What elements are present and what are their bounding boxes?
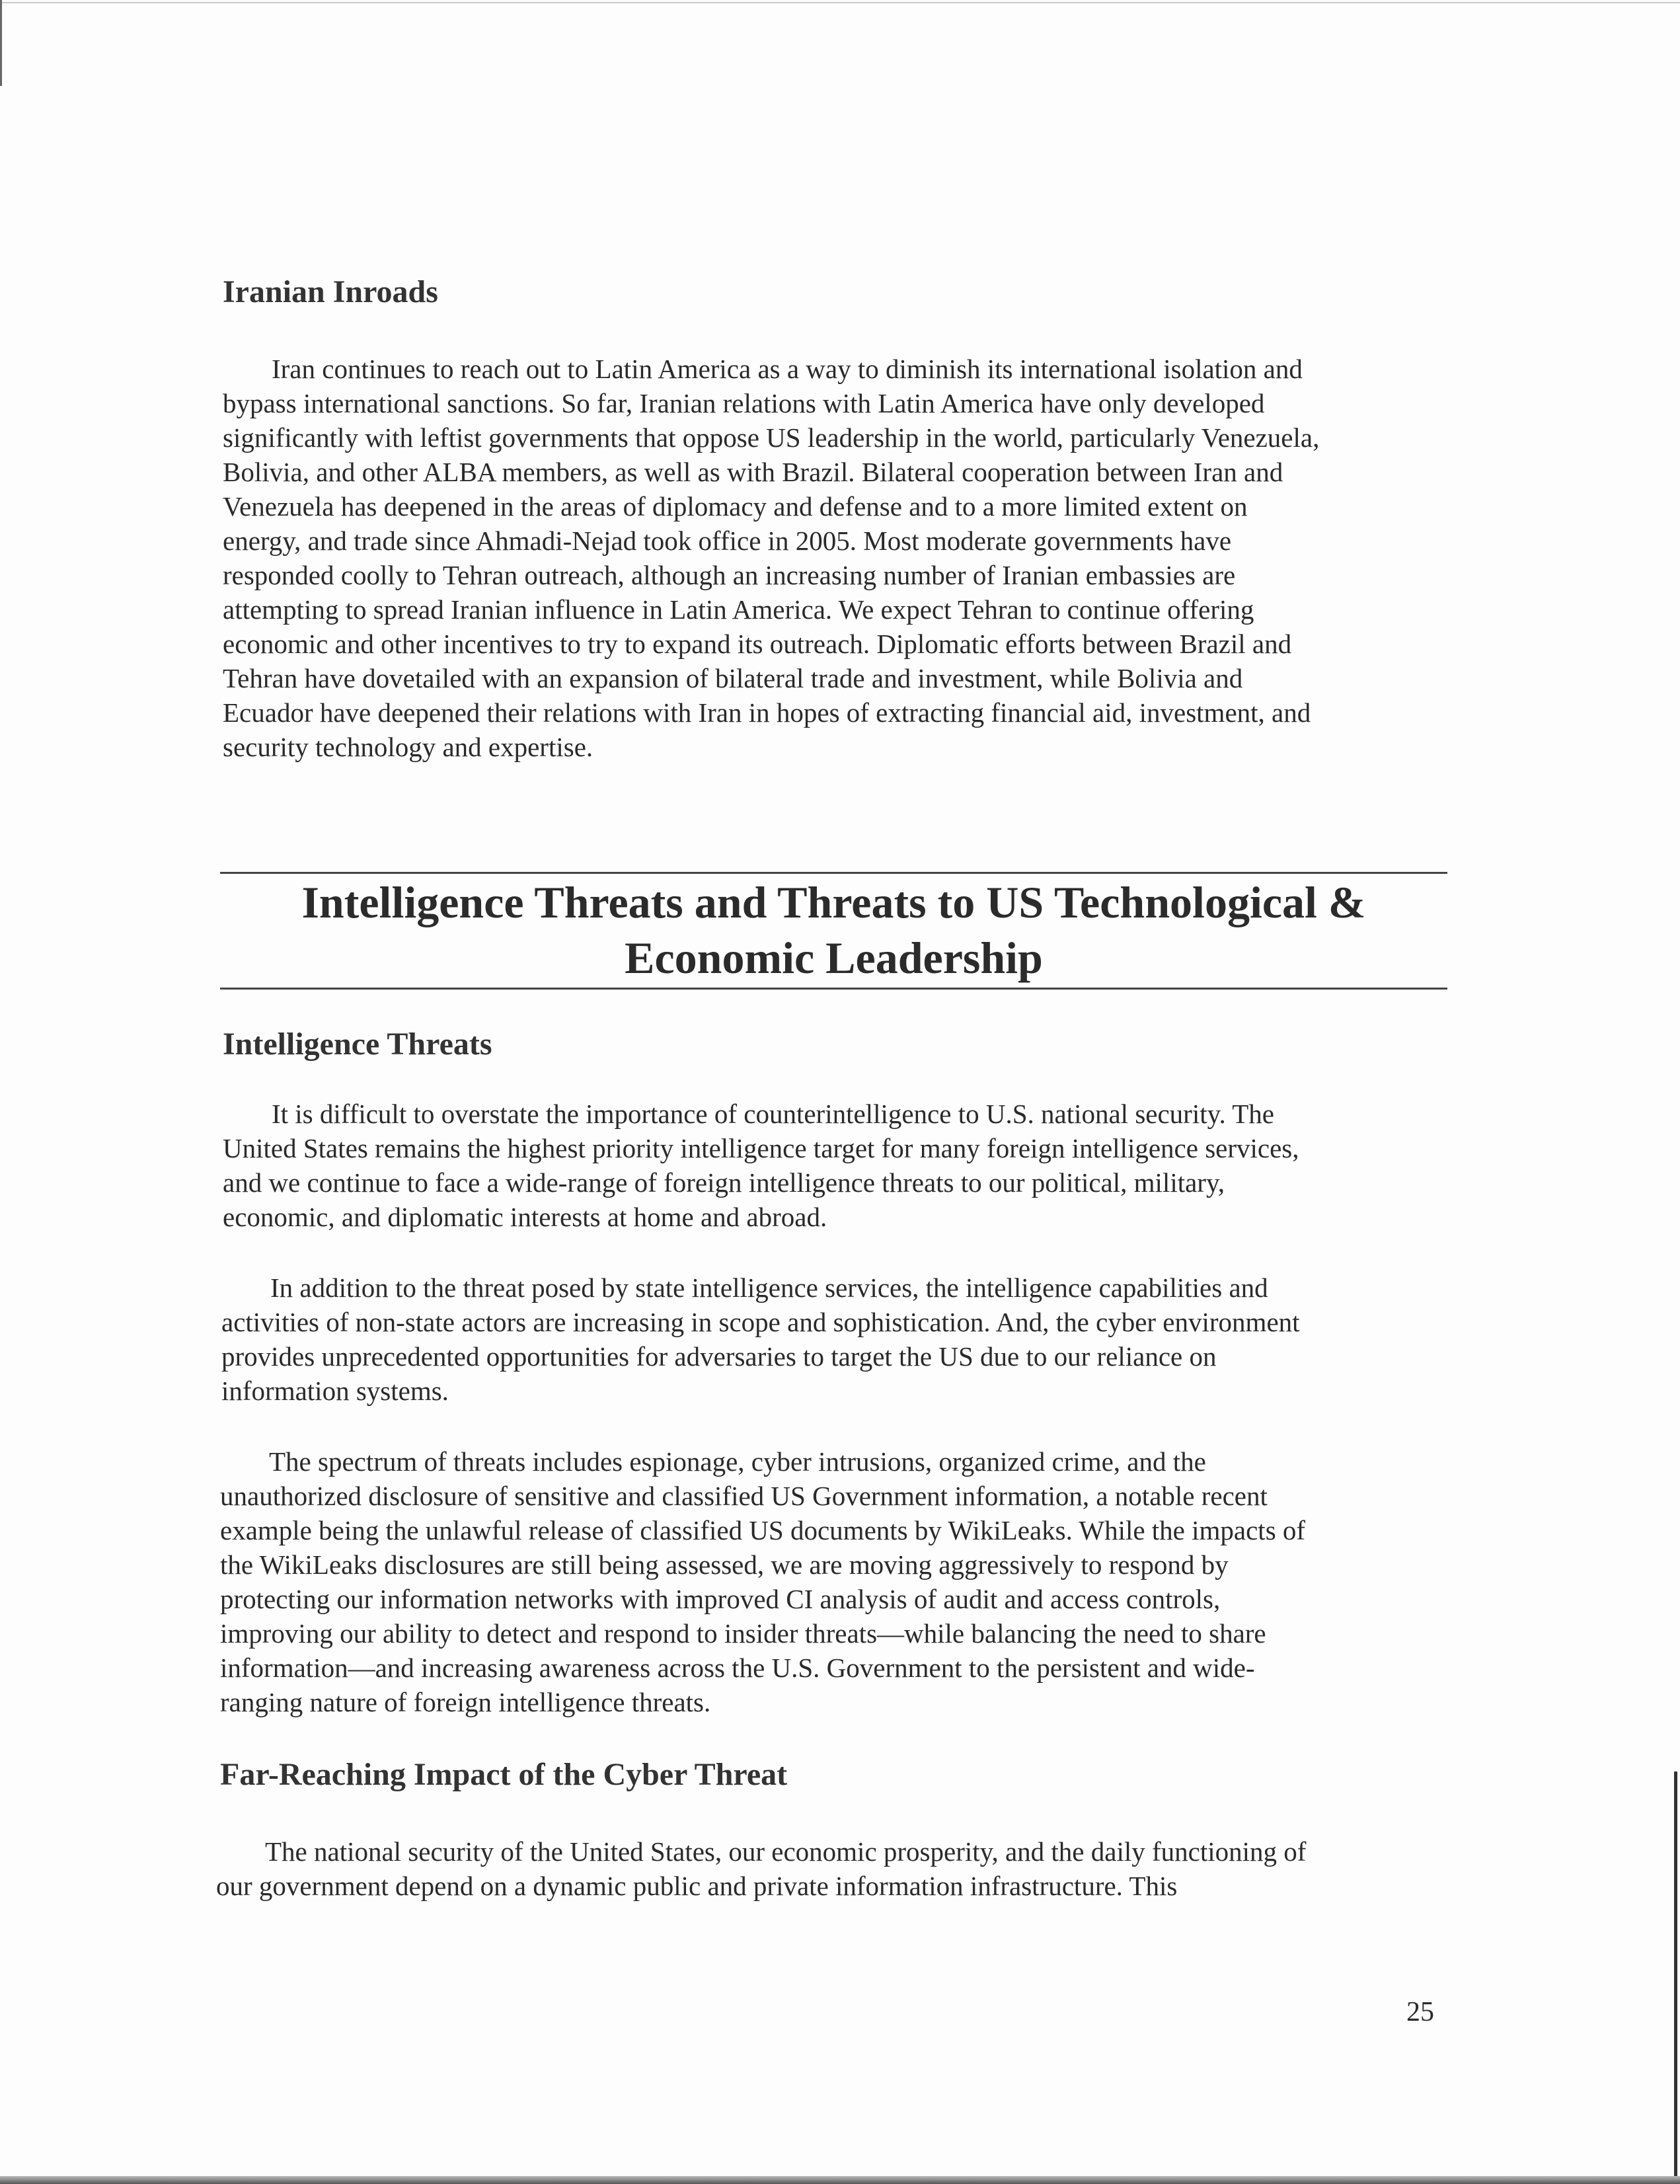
page-number: 25 xyxy=(1406,1997,1434,2027)
scan-edge-top xyxy=(0,2,1680,3)
chapter-title-line-1: Intelligence Threats and Threats to US Technological & xyxy=(301,877,1366,927)
heading-intelligence-threats: Intelligence Threats xyxy=(223,1027,492,1062)
paragraph-cyber-1 xyxy=(216,1834,1306,1903)
text-line: and we continue to face a wide-range of foreign intelligence threats to our political, military, xyxy=(223,1167,1225,1198)
text-line: The national security of the United States, our economic prosperity, and the daily functioning of xyxy=(265,1836,1307,1867)
text-line: responded coolly to Tehran outreach, although an increasing number of Iranian embassies are xyxy=(223,560,1236,590)
scan-edge-left xyxy=(0,0,2,86)
text-line: Ecuador have deepened their relations with Iran in hopes of extracting financial aid, investment, and xyxy=(223,697,1311,728)
scan-edge-right xyxy=(1674,1772,1677,2184)
text-line: ranging nature of foreign intelligence threats. xyxy=(220,1687,711,1717)
text-line: protecting our information networks with improved CI analysis of audit and access controls, xyxy=(220,1584,1221,1614)
text-line: economic and other incentives to try to expand its outreach. Diplomatic efforts between Brazil and xyxy=(223,629,1292,659)
text-line: our government depend on a dynamic public and private information infrastructure. This xyxy=(216,1871,1178,1901)
text-line: Venezuela has deepened in the areas of diplomacy and defense and to a more limited extent on xyxy=(223,491,1248,522)
heading-iranian-inroads: Iranian Inroads xyxy=(223,274,438,309)
text-line: provides unprecedented opportunities for adversaries to target the US due to our reliance on xyxy=(221,1341,1217,1372)
heading-cyber-threat: Far-Reaching Impact of the Cyber Threat xyxy=(220,1757,788,1792)
text-line: significantly with leftist governments that oppose US leadership in the world, particularly Venezuela, xyxy=(223,422,1320,453)
chapter-rule-top xyxy=(220,872,1447,874)
paragraph-intel-1 xyxy=(223,1097,1299,1234)
text-line: In addition to the threat posed by state intelligence services, the intelligence capabilities and xyxy=(270,1272,1268,1303)
text-line: bypass international sanctions. So far, Iranian relations with Latin America have only developed xyxy=(223,388,1265,418)
text-line: security technology and expertise. xyxy=(223,732,593,762)
text-line: unauthorized disclosure of sensitive and classified US Government information, a notable recent xyxy=(220,1481,1268,1511)
text-line: attempting to spread Iranian influence in Latin America. We expect Tehran to continue offering xyxy=(223,594,1254,625)
text-line: United States remains the highest priority intelligence target for many foreign intelligence services, xyxy=(223,1133,1299,1163)
text-line: information—and increasing awareness across the U.S. Government to the persistent and wide- xyxy=(220,1653,1255,1683)
paragraph-intel-3 xyxy=(220,1444,1305,1719)
text-line: Bolivia, and other ALBA members, as well as with Brazil. Bilateral cooperation between Iran and xyxy=(223,457,1283,487)
scan-edge-bottom xyxy=(0,2176,1680,2184)
text-line: Tehran have dovetailed with an expansion of bilateral trade and investment, while Bolivia and xyxy=(223,663,1243,693)
text-line: activities of non-state actors are increasing in scope and sophistication. And, the cyber environment xyxy=(221,1307,1300,1337)
text-line: the WikiLeaks disclosures are still being assessed, we are moving aggressively to respond by xyxy=(220,1549,1229,1580)
paragraph-iranian-inroads xyxy=(223,352,1319,764)
text-line: improving our ability to detect and respond to insider threats—while balancing the need to share xyxy=(220,1618,1266,1649)
text-line: energy, and trade since Ahmadi-Nejad took office in 2005. Most moderate governments have xyxy=(223,526,1232,556)
text-line: Iran continues to reach out to Latin America as a way to diminish its international isolation and xyxy=(272,354,1303,384)
text-line: economic, and diplomatic interests at home and abroad. xyxy=(223,1202,827,1232)
paragraph-intel-2 xyxy=(221,1270,1300,1408)
text-line: example being the unlawful release of classified US documents by WikiLeaks. While the impacts of xyxy=(220,1515,1306,1545)
chapter-rule-bottom xyxy=(220,988,1447,990)
chapter-title-line-2: Economic Leadership xyxy=(625,933,1043,983)
text-line: The spectrum of threats includes espionage, cyber intrusions, organized crime, and the xyxy=(269,1446,1206,1477)
text-line: It is difficult to overstate the importance of counterintelligence to U.S. national security. The xyxy=(272,1099,1274,1129)
text-line: information systems. xyxy=(221,1376,449,1406)
